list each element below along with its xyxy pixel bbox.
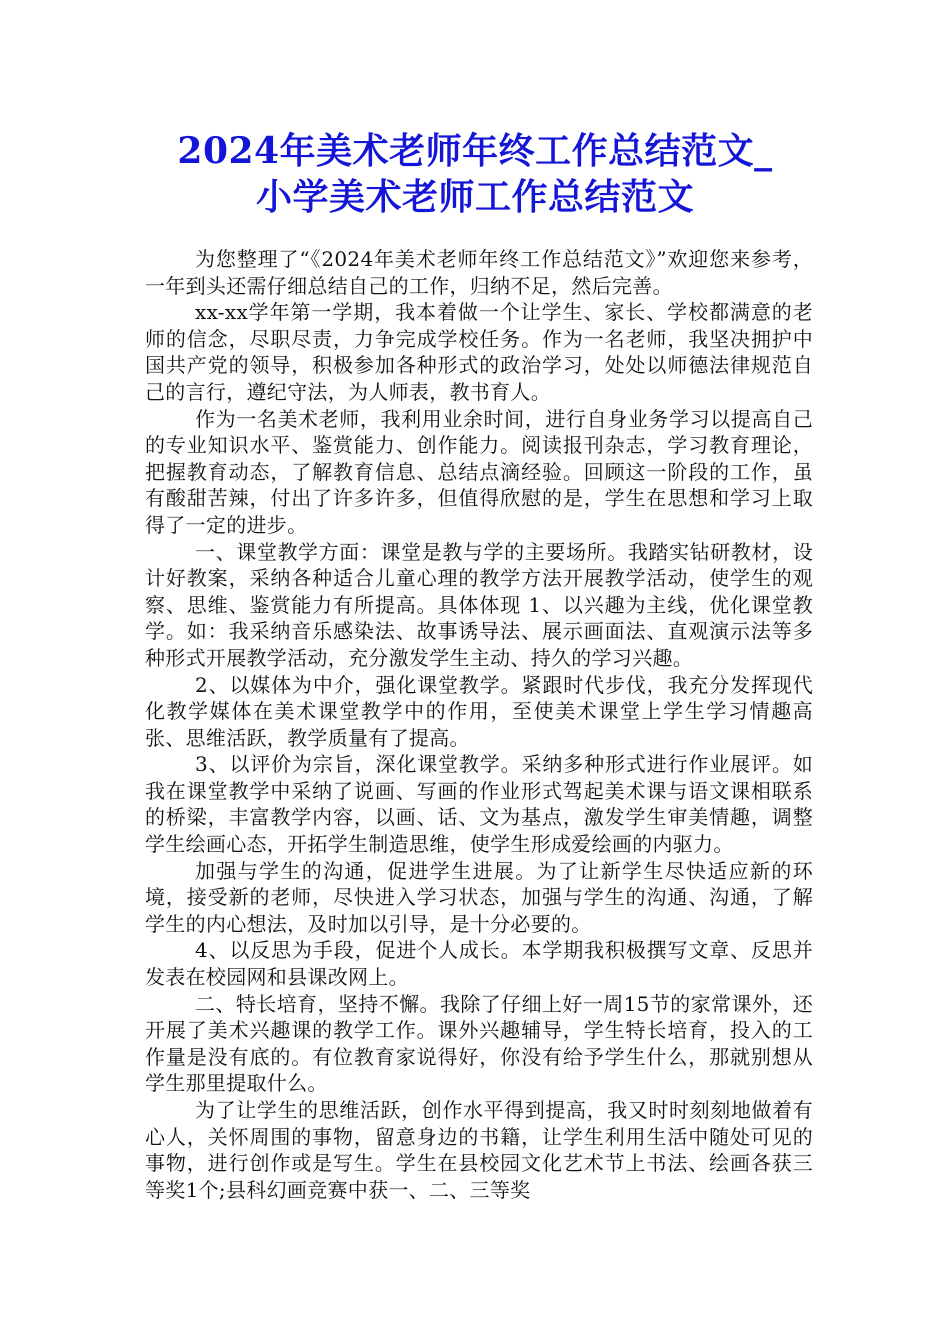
paragraph: 4、以反思为手段，促进个人成长。本学期我积极撰写文章、反思并发表在校园网和县课改网上。 [145, 938, 813, 990]
paragraph: 二、特长培育，坚持不懈。我除了仔细上好一周15节的家常课外，还开展了美术兴趣课的教学工作。课外兴趣辅导，学生特长培育，投入的工作量是没有底的。有位教育家说得好，你没有给予学生什么，那就别想从学生那里提取什么。 [145, 991, 813, 1096]
title-line-1: 2024年美术老师年终工作总结范文_ [177, 130, 773, 172]
paragraph: 作为一名美术老师，我利用业余时间，进行自身业务学习以提高自己的专业知识水平、鉴赏能力、创作能力。阅读报刊杂志，学习教育理论，把握教育动态，了解教育信息、总结点滴经验。回顾这一阶段的工作，虽有酸甜苦辣，付出了许多许多，但值得欣慰的是，学生在思想和学习上取得了一定的进步。 [145, 406, 813, 537]
document-title [130, 128, 820, 220]
paragraph: 为了让学生的思维活跃，创作水平得到提高，我又时时刻刻地做着有心人，关怀周围的事物，留意身边的书籍，让学生利用生活中随处可见的事物，进行创作或是写生。学生在县校园文化艺术节上书法、绘画各获三等奖1个;县科幻画竞赛中获一、二、三等奖 [145, 1098, 813, 1202]
paragraph: 加强与学生的沟通，促进学生进展。为了让新学生尽快适应新的环境，接受新的老师，尽快进入学习状态，加强与学生的沟通、沟通，了解学生的内心想法，及时加以引导，是十分必要的。 [145, 858, 813, 936]
paragraph: 一、课堂教学方面：课堂是教与学的主要场所。我踏实钻研教材，设计好教案，采纳各种适合儿童心理的教学方法开展教学活动，使学生的观察、思维、鉴赏能力有所提高。具体体现 1、以兴趣为主线，优化课堂教学。如：我采纳音乐感染法、故事诱导法、展示画面法、直观演示法等多种形式开展教学活动，充分激发学生主动、持久的学习兴趣。 [145, 539, 813, 670]
paragraph: 3、以评价为宗旨，深化课堂教学。采纳多种形式进行作业展评。如我在课堂教学中采纳了说画、写画的作业形式驾起美术课与语文课相联系的桥梁，丰富教学内容，以画、话、文为基点，激发学生审美情趣，调整学生绘画心态，开拓学生制造思维，使学生形成爱绘画的内驱力。 [145, 752, 813, 857]
paragraph: xx-xx学年第一学期，我本着做一个让学生、家长、学校都满意的老师的信念，尽职尽责，力争完成学校任务。作为一名老师，我坚决拥护中国共产党的领导，积极参加各种形式的政治学习，处处以师德法律规范自己的言行，遵纪守法，为人师表，教书育人。 [145, 300, 813, 404]
paragraph: 为您整理了“《2024年美术老师年终工作总结范文》”欢迎您来参考，一年到头还需仔细总结自己的工作，归纳不足，然后完善。 [145, 247, 813, 298]
document-body [145, 246, 813, 1203]
title-line-2: 小学美术老师工作总结范文 [255, 176, 694, 218]
paragraph: 2、以媒体为中介，强化课堂教学。紧跟时代步伐，我充分发挥现代化教学媒体在美术课堂教学中的作用，至使美术课堂上学生学习情趣高张、思维活跃，教学质量有了提高。 [145, 672, 813, 750]
